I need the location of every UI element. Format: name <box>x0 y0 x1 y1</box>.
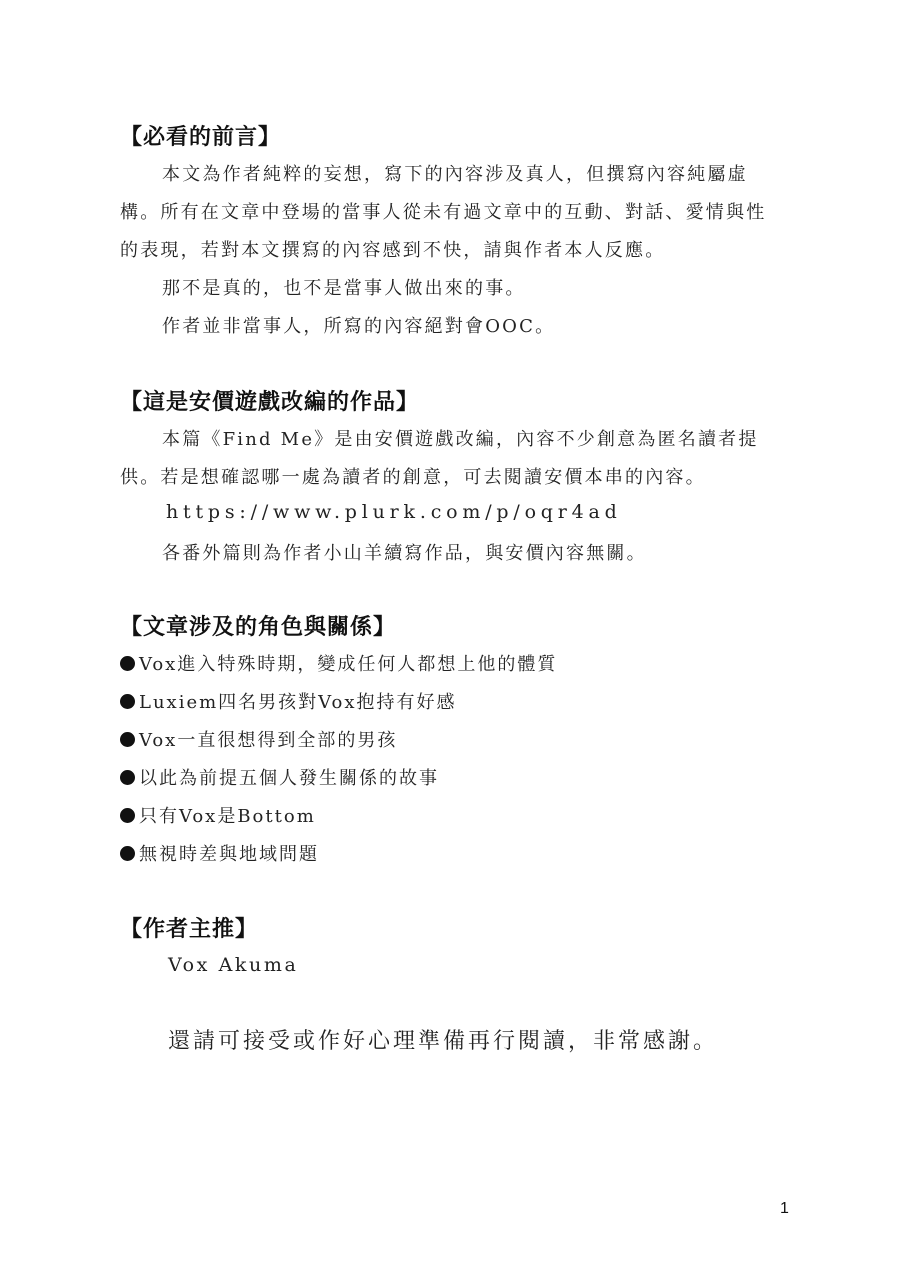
adaptation-line-4: 各番外篇則為作者小山羊續寫作品，與安價內容無關。 <box>162 543 647 564</box>
bullet-text: Vox進入特殊時期，變成任何人都想上他的體質 <box>139 654 558 675</box>
bullet-text: Vox一直很想得到全部的男孩 <box>139 730 398 751</box>
bullet-item <box>120 840 319 866</box>
bullet-item <box>120 726 397 752</box>
bullet-item <box>120 764 439 790</box>
preface-line-5: 作者並非當事人，所寫的內容絕對會OOC。 <box>162 316 556 337</box>
bullet-item <box>120 802 316 828</box>
section-heading-author-pick: 【作者主推】 <box>120 916 259 942</box>
bullet-dot-icon <box>120 808 135 823</box>
preface-line-2: 構。所有在文章中登場的當事人從未有過文章中的互動、對話、愛情與性 <box>120 202 767 223</box>
adaptation-line-1: 本篇《Find Me》是由安價遊戲改編，內容不少創意為匿名讀者提 <box>162 429 759 450</box>
bullet-dot-icon <box>120 770 135 785</box>
bullet-item <box>120 688 457 714</box>
bullet-text: 只有Vox是Bottom <box>139 806 316 827</box>
closing-note: 還請可接受或作好心理準備再行閱讀，非常感謝。 <box>168 1029 719 1054</box>
section-heading-preface: 【必看的前言】 <box>120 124 282 150</box>
bullet-text: 以此為前提五個人發生關係的故事 <box>139 768 439 789</box>
adaptation-line-2: 供。若是想確認哪一處為讀者的創意，可去閱讀安價本串的內容。 <box>120 467 706 488</box>
bullet-dot-icon <box>120 732 135 747</box>
preface-line-4: 那不是真的，也不是當事人做出來的事。 <box>162 278 526 299</box>
preface-line-1: 本文為作者純粹的妄想，寫下的內容涉及真人，但撰寫內容純屬虛 <box>162 164 748 185</box>
page-number: 1 <box>780 1200 789 1217</box>
bullet-item <box>120 650 557 676</box>
section-heading-characters: 【文章涉及的角色與關係】 <box>120 614 397 640</box>
source-url: https://www.plurk.com/p/oqr4ad <box>166 501 622 523</box>
bullet-text: Luxiem四名男孩對Vox抱持有好感 <box>139 692 457 713</box>
bullet-dot-icon <box>120 694 135 709</box>
section-heading-adaptation: 【這是安價遊戲改編的作品】 <box>120 389 420 415</box>
bullet-dot-icon <box>120 846 135 861</box>
author-pick-name: Vox Akuma <box>168 954 299 976</box>
bullet-text: 無視時差與地域問題 <box>139 844 319 865</box>
bullet-dot-icon <box>120 656 135 671</box>
preface-line-3: 的表現，若對本文撰寫的內容感到不快，請與作者本人反應。 <box>120 240 666 261</box>
